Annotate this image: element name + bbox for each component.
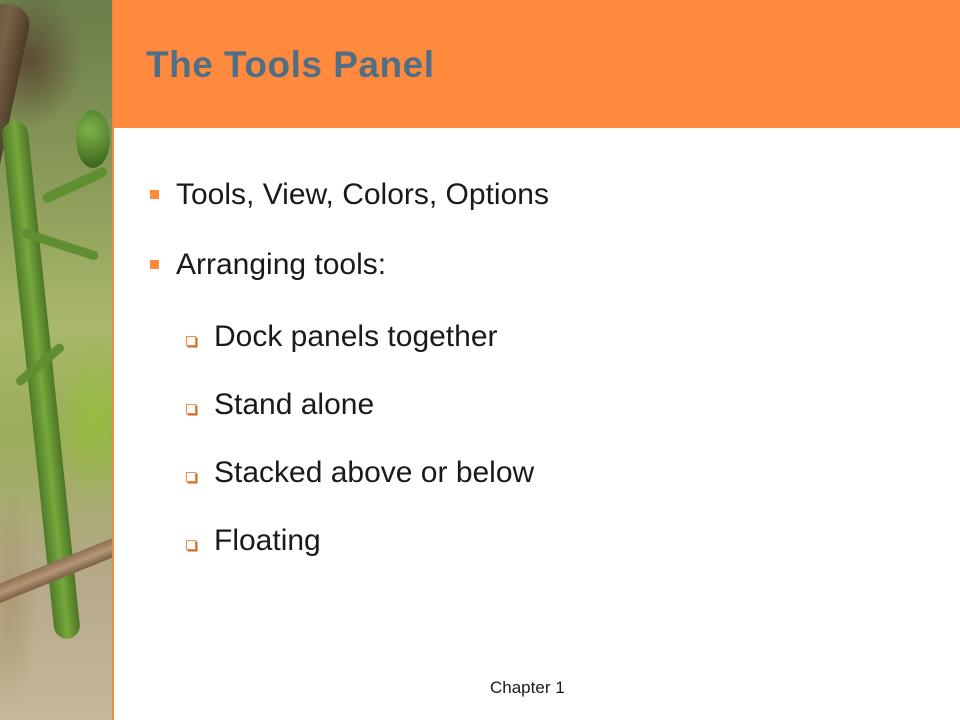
decorative-photo-strip [0, 0, 112, 720]
mantis-leg [41, 166, 109, 205]
hollow-square-bullet-icon [186, 336, 196, 346]
square-bullet-icon [150, 260, 159, 269]
slide-footer: Chapter 1 [490, 678, 565, 697]
sub-bullet-text: Floating [214, 524, 321, 557]
sub-bullet-text: Dock panels together [214, 320, 498, 353]
hollow-square-bullet-icon [186, 404, 196, 414]
sub-bullet-item [146, 380, 926, 448]
sub-bullet-item [146, 516, 926, 584]
bullet-item [146, 242, 926, 312]
sub-bullet-text: Stand alone [214, 388, 375, 421]
bullet-text: Tools, View, Colors, Options [176, 178, 549, 211]
sub-bullet-item [146, 312, 926, 380]
praying-mantis-head [76, 110, 110, 168]
hollow-square-bullet-icon [186, 540, 196, 550]
hollow-square-bullet-icon [186, 472, 196, 482]
sub-bullet-text: Stacked above or below [214, 456, 535, 489]
slide-title: The Tools Panel [146, 44, 435, 85]
bullet-item [146, 172, 926, 242]
bullet-list [146, 172, 926, 584]
square-bullet-icon [150, 190, 159, 199]
sub-bullet-item [146, 448, 926, 516]
bullet-text: Arranging tools: [176, 248, 387, 281]
